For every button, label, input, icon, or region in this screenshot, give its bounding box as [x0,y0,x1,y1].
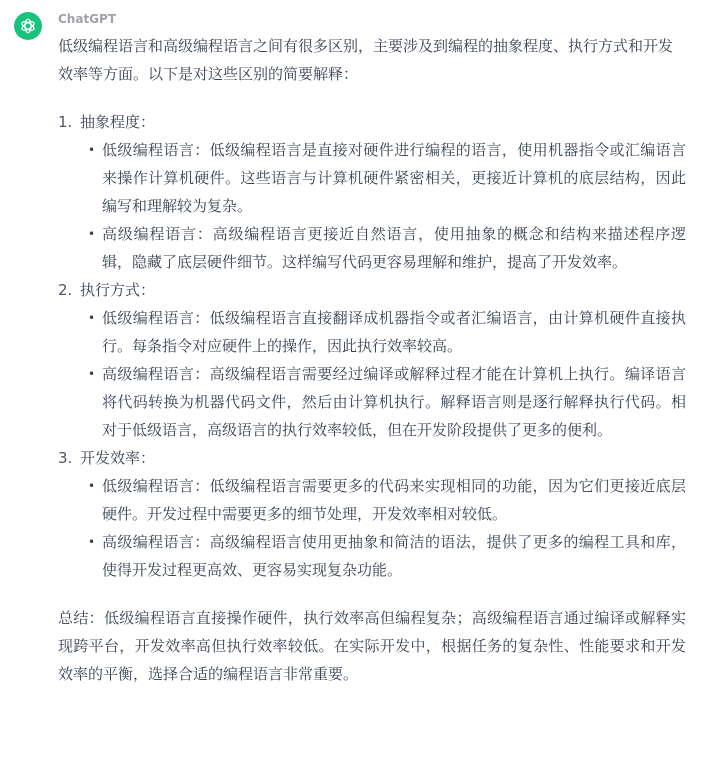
list-item [86,528,686,584]
section-item [58,444,686,584]
point-text: 高级编程语言：高级编程语言需要经过编译或解释过程才能在计算机上执行。编译语言将代码转换为机器代码文件，然后由计算机执行。解释语言则是逐行解释执行代码。相对于低级语言，高级语言的执行效率较低，但在开发阶段提供了更多的便利。 [102,365,686,439]
intro-paragraph: 低级编程语言和高级编程语言之间有很多区别，主要涉及到编程的抽象程度、执行方式和开发效率等方面。以下是对这些区别的简要解释： [58,37,674,83]
point-text: 低级编程语言：低级编程语言直接翻译成机器指令或者汇编语言，由计算机硬件直接执行。每条指令对应硬件上的操作，因此执行效率较高。 [102,309,686,355]
section-points [58,304,686,444]
bullet-dot-icon: • [88,227,96,241]
point-text: 高级编程语言：高级编程语言更接近自然语言，使用抽象的概念和结构来描述程序逻辑，隐藏了底层硬件细节。这样编写代码更容易理解和维护，提高了开发效率。 [102,225,686,271]
list-item [86,136,686,220]
section-item [58,276,686,444]
list-item [86,360,686,444]
point-text: 低级编程语言：低级编程语言是直接对硬件进行编程的语言，使用机器指令或汇编语言来操作计算机硬件。这些语言与计算机硬件紧密相关，更接近计算机的底层结构，因此编写和理解较为复杂。 [102,141,686,215]
section-number: 2. [58,281,73,299]
summary-paragraph: 总结：低级编程语言直接操作硬件，执行效率高但编程复杂；高级编程语言通过编译或解释实现跨平台，开发效率高但执行效率较低。在实际开发中，根据任务的复杂性、性能要求和开发效率的平衡，选择合适的编程语言非常重要。 [58,609,686,683]
bullet-dot-icon: • [88,311,96,325]
point-text: 高级编程语言：高级编程语言使用更抽象和简洁的语法，提供了更多的编程工具和库，使得开发过程更高效、更容易实现复杂功能。 [102,533,686,579]
section-title: 执行方式： [80,281,156,299]
section-title: 开发效率： [80,449,156,467]
section-points [58,472,686,584]
point-text: 低级编程语言：低级编程语言需要更多的代码来实现相同的功能，因为它们更接近底层硬件。开发过程中需要更多的细节处理，开发效率相对较低。 [102,477,686,523]
list-item [86,304,686,360]
bullet-dot-icon: • [88,367,96,381]
section-heading [58,276,686,304]
sections-list [58,108,686,584]
bullet-dot-icon: • [88,535,96,549]
chatgpt-avatar [14,12,42,40]
section-item [58,108,686,276]
section-title: 抽象程度： [80,113,156,131]
list-item [86,220,686,276]
section-number: 1. [58,113,73,131]
section-number: 3. [58,449,73,467]
section-heading [58,444,686,472]
author-name: ChatGPT [58,12,117,26]
section-heading [58,108,686,136]
bullet-dot-icon: • [88,143,96,157]
bullet-dot-icon: • [88,479,96,493]
openai-logo-icon [19,17,37,35]
section-points [58,136,686,276]
message-content [58,32,686,688]
list-item [86,472,686,528]
